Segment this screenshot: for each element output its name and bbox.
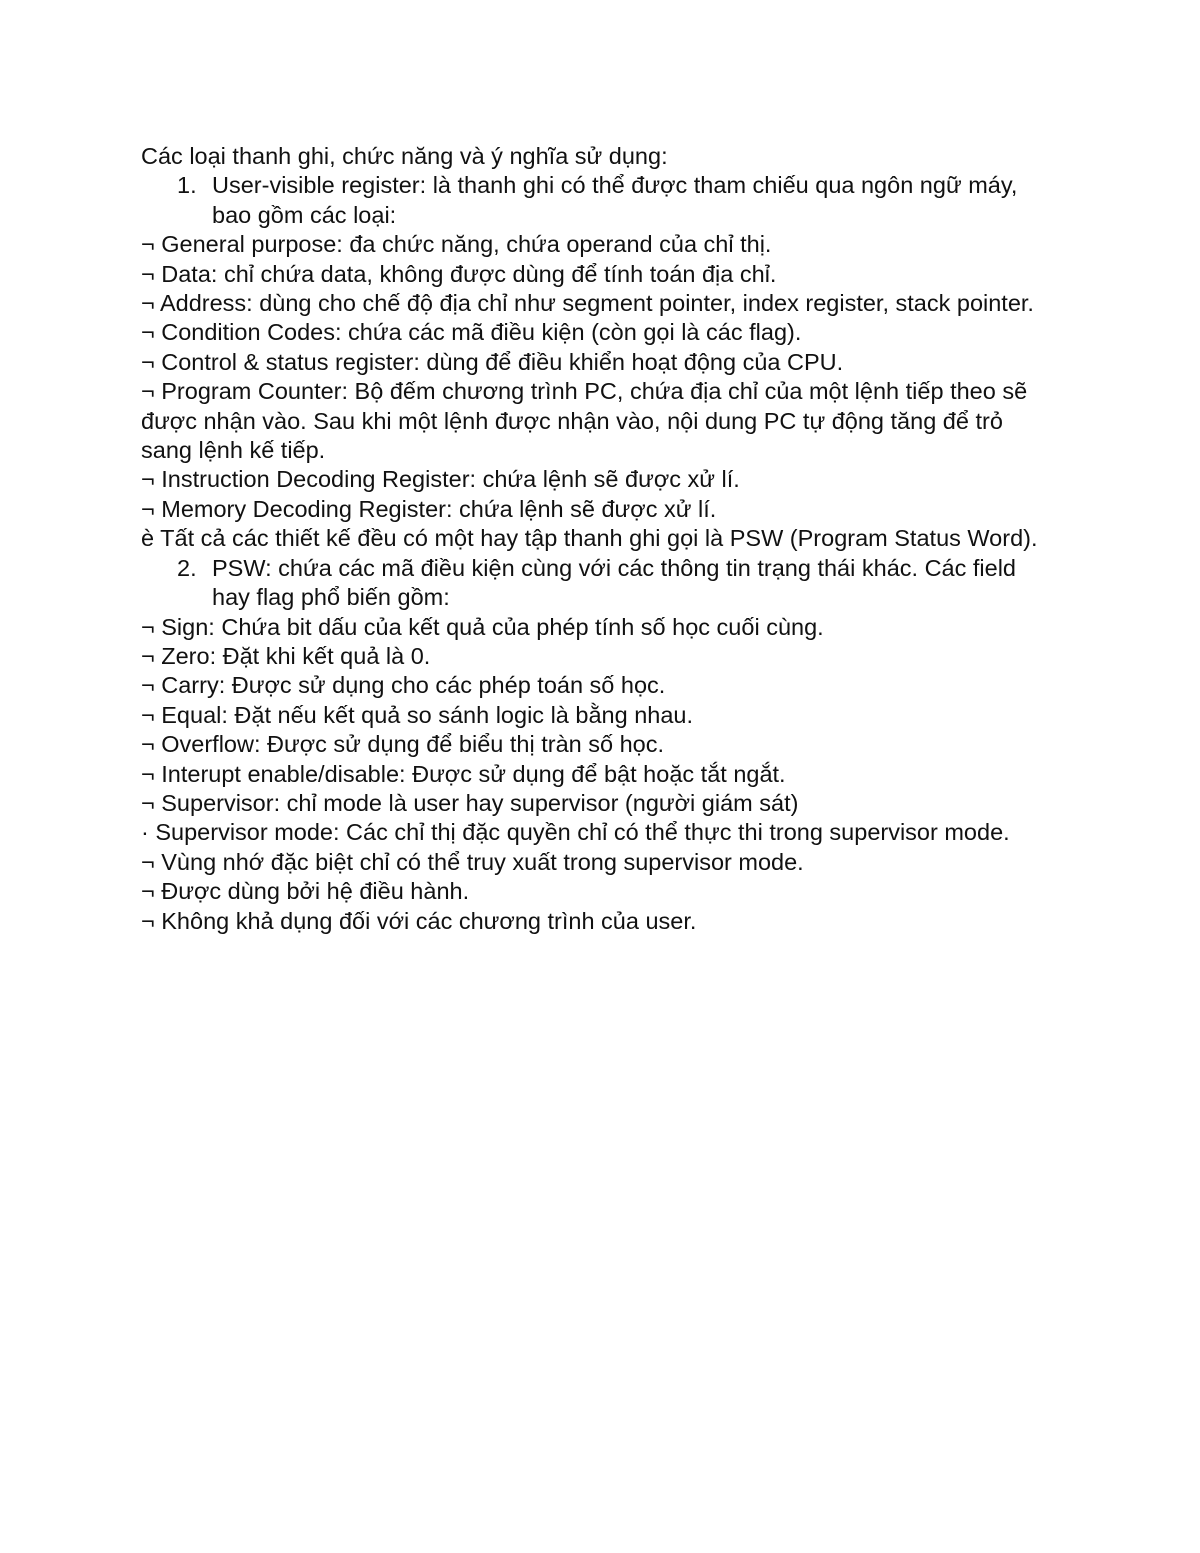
item-text: PSW: chứa các mã điều kiện cùng với các thông tin trạng thái khác. Các field hay flag phổ biến gồm: bbox=[212, 554, 1017, 611]
bullet-line: ¬ Vùng nhớ đặc biệt chỉ có thể truy xuất trong supervisor mode. bbox=[141, 848, 804, 875]
bullet-line: ¬ Address: dùng cho chế độ địa chỉ như segment pointer, index register, stack pointer. bbox=[141, 290, 1034, 317]
bullet-line: ¬ Data: chỉ chứa data, không được dùng để tính toán địa chỉ. bbox=[141, 260, 777, 287]
document-heading: Các loại thanh ghi, chức năng và ý nghĩa sử dụng: bbox=[141, 143, 668, 169]
bullet-line: ¬ Supervisor: chỉ mode là user hay supervisor (người giám sát) bbox=[141, 789, 799, 816]
numbered-item-2 bbox=[141, 554, 1051, 613]
bullet-line: ¬ Equal: Đặt nếu kết quả so sánh logic là bằng nhau. bbox=[141, 701, 693, 728]
summary-line: è Tất cả các thiết kế đều có một hay tập thanh ghi gọi là PSW (Program Status Word). bbox=[141, 525, 1038, 552]
bullet-line: · Supervisor mode: Các chỉ thị đặc quyền chỉ có thể thực thi trong supervisor mode. bbox=[141, 819, 1010, 846]
numbered-item-1 bbox=[141, 171, 1051, 230]
bullet-line: ¬ Carry: Được sử dụng cho các phép toán số học. bbox=[141, 672, 666, 699]
bullet-line: ¬ Sign: Chứa bit dấu của kết quả của phép tính số học cuối cùng. bbox=[141, 613, 824, 640]
bullet-line: ¬ Condition Codes: chứa các mã điều kiện (còn gọi là các flag). bbox=[141, 319, 802, 346]
bullet-line: ¬ Control & status register: dùng để điều khiển hoạt động của CPU. bbox=[141, 348, 844, 375]
bullet-line: ¬ Không khả dụng đối với các chương trình của user. bbox=[141, 907, 697, 934]
bullet-line: ¬ Instruction Decoding Register: chứa lệnh sẽ được xử lí. bbox=[141, 466, 740, 493]
bullet-line: ¬ Được dùng bởi hệ điều hành. bbox=[141, 878, 470, 905]
bullet-line: ¬ Program Counter: Bộ đếm chương trình PC, chứa địa chỉ của một lệnh tiếp theo sẽ được nhận vào. Sau khi một lệnh được nhận vào, nội dung PC tự động tăng để trỏ sang lệnh kế tiếp. bbox=[141, 378, 1028, 464]
bullet-line: ¬ Overflow: Được sử dụng để biểu thị tràn số học. bbox=[141, 731, 665, 758]
bullet-line: ¬ Interupt enable/disable: Được sử dụng để bật hoặc tắt ngắt. bbox=[141, 760, 786, 787]
item-number: 2. bbox=[177, 554, 197, 581]
bullet-line: ¬ Memory Decoding Register: chứa lệnh sẽ được xử lí. bbox=[141, 495, 717, 522]
item-text: User-visible register: là thanh ghi có thể được tham chiếu qua ngôn ngữ máy, bao gồm các loại: bbox=[212, 172, 1018, 228]
bullet-line: ¬ General purpose: đa chức năng, chứa operand của chỉ thị. bbox=[141, 231, 772, 258]
bullet-line: ¬ Zero: Đặt khi kết quả là 0. bbox=[141, 642, 431, 669]
document-body bbox=[141, 142, 1051, 936]
item-number: 1. bbox=[177, 172, 197, 199]
